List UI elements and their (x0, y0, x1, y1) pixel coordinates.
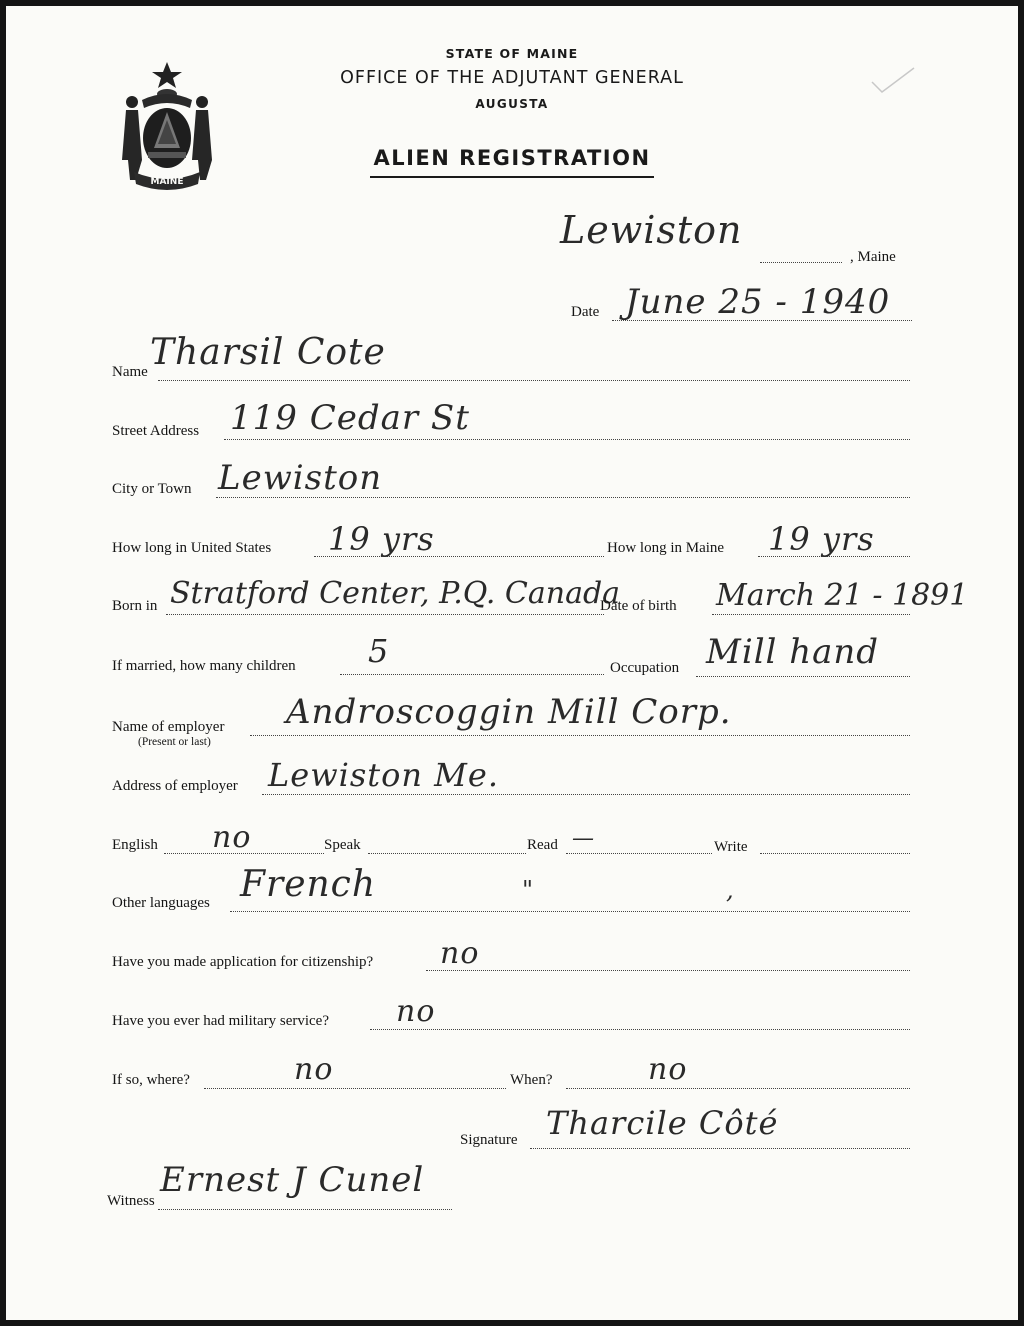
military-value: no (396, 994, 436, 1029)
city-heading: AUGUSTA (475, 97, 549, 111)
state-heading: STATE OF MAINE (445, 46, 579, 61)
citizenship-line (426, 970, 910, 971)
date-of-birth-line (712, 614, 910, 615)
street-address-label: Street Address (112, 423, 200, 439)
how-long-maine-label: How long in Maine (607, 540, 725, 556)
military-label: Have you ever had military service? (112, 1013, 329, 1029)
speak-line (368, 853, 526, 854)
write-label: Write (714, 839, 748, 855)
occupation-line (696, 676, 910, 677)
military-line (370, 1029, 910, 1030)
how-long-us-value: 19 yrs (328, 520, 435, 558)
form-title: ALIEN REGISTRATION (373, 146, 651, 170)
employer-value: Androscoggin Mill Corp. (286, 692, 732, 732)
date-value: June 25 - 1940 (625, 282, 891, 322)
other-languages-ditto-1: " (522, 876, 535, 904)
other-languages-label: Other languages (112, 895, 210, 911)
where-line (204, 1088, 506, 1089)
citizenship-label: Have you made application for citizenship? (112, 954, 374, 970)
read-label: Read (527, 837, 558, 853)
date-of-birth-value: March 21 - 1891 (716, 578, 969, 613)
when-value: no (648, 1052, 688, 1087)
when-label: When? (510, 1072, 553, 1088)
office-heading: OFFICE OF THE ADJUTANT GENERAL (340, 68, 684, 88)
other-languages-ditto-2: , (726, 876, 735, 904)
born-in-line (166, 614, 604, 615)
employer-label: Name of employer (112, 719, 225, 735)
street-address-value: 119 Cedar St (230, 398, 470, 438)
where-value: no (294, 1052, 334, 1087)
write-line (760, 853, 910, 854)
signature-label: Signature (460, 1132, 518, 1148)
signature-value: Tharcile Côté (546, 1104, 779, 1142)
place-line (760, 262, 842, 263)
citizenship-value: no (440, 936, 480, 971)
employer-line (250, 735, 910, 736)
how-long-maine-value: 19 yrs (768, 520, 875, 558)
read-line (566, 853, 712, 854)
children-value: 5 (368, 632, 390, 670)
children-label: If married, how many children (112, 658, 296, 674)
name-label: Name (112, 364, 148, 380)
name-value: Tharsil Cote (150, 332, 386, 373)
english-label: English (112, 837, 158, 853)
occupation-label: Occupation (610, 660, 680, 676)
date-of-birth-label: Date of birth (600, 598, 677, 614)
witness-label: Witness (107, 1193, 155, 1209)
employer-address-value: Lewiston Me. (268, 756, 500, 794)
place-label: , Maine (850, 249, 896, 265)
born-in-label: Born in (112, 598, 158, 614)
city-or-town-value: Lewiston (218, 458, 383, 498)
place-value: Lewiston (560, 208, 743, 252)
children-line (340, 674, 604, 675)
born-in-value: Stratford Center, P.Q. Canada (170, 576, 621, 611)
read-value: — (572, 826, 595, 851)
when-line (566, 1088, 910, 1089)
signature-line (530, 1148, 910, 1149)
occupation-value: Mill hand (706, 632, 880, 672)
title-underline (370, 176, 654, 178)
employer-address-line (262, 794, 910, 795)
witness-line (158, 1209, 452, 1210)
speak-label: Speak (324, 837, 361, 853)
witness-value: Ernest J Cunel (160, 1160, 425, 1200)
employer-sublabel: (Present or last) (138, 736, 211, 748)
how-long-us-label: How long in United States (112, 540, 272, 556)
employer-address-label: Address of employer (112, 778, 238, 794)
seal-text: MAINE (150, 177, 184, 187)
other-languages-value: French (240, 864, 377, 905)
city-or-town-label: City or Town (112, 481, 192, 497)
name-line (158, 380, 910, 381)
other-languages-line (230, 911, 910, 912)
english-value: no (212, 820, 252, 855)
date-label: Date (571, 304, 600, 320)
street-address-line (224, 439, 910, 440)
where-label: If so, where? (112, 1072, 190, 1088)
